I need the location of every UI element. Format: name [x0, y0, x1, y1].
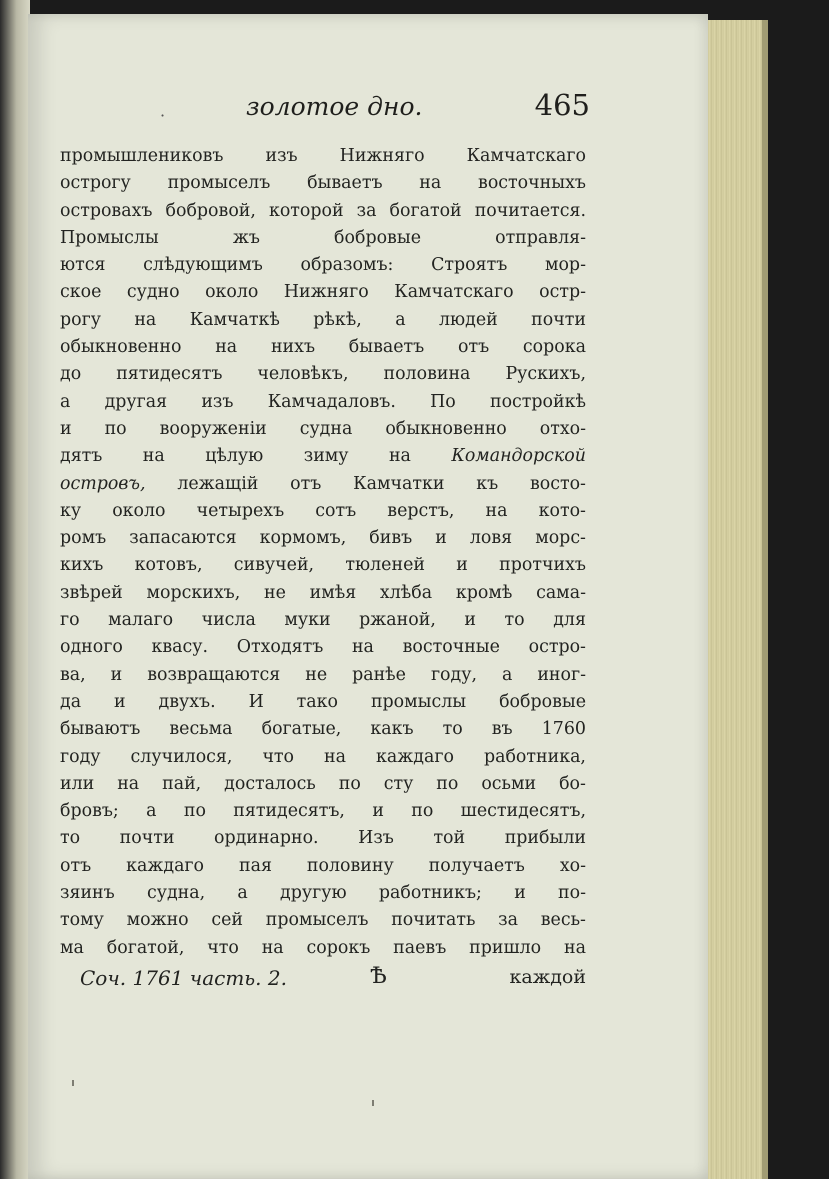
text-line: [60, 471, 586, 498]
text-word: на: [117, 773, 140, 794]
text-word: и: [514, 883, 526, 904]
text-line: [60, 744, 586, 771]
text-word: сивучей,: [233, 555, 315, 576]
text-word: бобровые: [334, 227, 421, 248]
text-word: отхо-: [539, 418, 586, 439]
text-word: сорокъ: [306, 937, 371, 958]
text-word: не: [263, 582, 286, 603]
text-word: промыселъ: [265, 910, 369, 931]
text-word: да: [60, 691, 82, 712]
text-word: по-: [558, 883, 586, 904]
text-word: ва,: [60, 664, 86, 685]
paper-speck: [72, 1080, 74, 1086]
text-line: [60, 143, 586, 170]
text-word: двухъ.: [158, 691, 216, 712]
text-word: почитается.: [474, 200, 586, 221]
text-word: изъ: [265, 146, 298, 166]
text-word: судна: [299, 418, 353, 439]
text-word: кормомъ,: [259, 528, 347, 549]
text-line: [60, 689, 586, 716]
text-word: то: [442, 719, 463, 740]
text-word: Изъ: [358, 828, 394, 849]
text-word: досталось: [224, 773, 316, 794]
text-word: тому: [60, 910, 104, 931]
text-word: цѣлую: [205, 446, 264, 467]
text-word: острогу: [60, 173, 131, 194]
facing-page-edge: [0, 0, 30, 1179]
text-word: по: [104, 418, 127, 439]
text-word: обыкновенно: [60, 337, 182, 358]
text-word: бываетъ: [307, 173, 383, 194]
text-word: на: [563, 937, 586, 958]
text-word: числа: [201, 610, 256, 631]
text-word: для: [553, 610, 586, 631]
running-head-dot: ·: [160, 106, 166, 125]
page-edges: [698, 20, 768, 1179]
signature-line: Соч. 1761 часть. 2.: [80, 966, 287, 990]
text-word: ранѣе: [352, 664, 406, 685]
text-word: судна,: [146, 883, 206, 904]
text-word: малаго: [108, 610, 174, 631]
text-word: на: [215, 337, 238, 358]
text-word: за: [498, 910, 519, 931]
text-word: и: [456, 555, 468, 576]
text-word: шестидесятъ,: [460, 801, 586, 822]
text-word: къ: [476, 473, 499, 494]
text-word: постройкѣ: [489, 391, 586, 412]
text-word: Строятъ: [431, 255, 508, 276]
text-word: а: [146, 801, 157, 822]
text-word: бываютъ: [60, 719, 141, 740]
text-word: пришло: [469, 937, 542, 958]
text-word: бобровой,: [165, 200, 256, 221]
text-word: году,: [430, 664, 477, 685]
text-word: богатой,: [106, 937, 185, 958]
text-word: имѣя: [309, 582, 357, 603]
text-word: остр-: [539, 282, 586, 303]
text-word: работника,: [483, 746, 586, 767]
text-line: [60, 798, 586, 825]
text-word: вооруженіи: [159, 418, 267, 439]
text-word: протчихъ: [499, 555, 586, 576]
text-line: [60, 170, 586, 197]
text-word: по: [436, 773, 459, 794]
text-word: получаетъ: [428, 855, 525, 876]
text-line: [60, 552, 586, 579]
text-word: мор-: [544, 255, 586, 276]
text-word: прибыли: [504, 828, 586, 849]
text-word: кихъ: [60, 555, 104, 576]
text-word: по: [338, 773, 361, 794]
text-word: и: [60, 418, 72, 439]
text-word: возвращаются: [147, 664, 281, 685]
text-word: до: [60, 364, 82, 385]
text-word: дятъ: [60, 446, 103, 467]
text-word: по: [411, 801, 434, 822]
text-word: Рускихъ,: [505, 364, 586, 385]
text-word: восточныхъ: [478, 173, 586, 194]
text-word: ординарно.: [214, 828, 319, 849]
text-word: восточные: [402, 637, 500, 658]
text-word: отъ: [290, 473, 322, 494]
text-word: пай,: [162, 773, 202, 794]
text-word: звѣрей: [60, 582, 123, 603]
text-word: паевъ: [393, 937, 447, 958]
text-word: осьми: [481, 773, 537, 794]
text-word: почти: [531, 309, 586, 330]
text-word: на: [324, 746, 347, 767]
text-word: обыкновенно: [385, 418, 507, 439]
text-word: а: [395, 309, 406, 330]
body-text: [60, 143, 586, 962]
text-word: ржаной,: [359, 610, 436, 631]
text-word: а: [237, 883, 248, 904]
text-word: пятидесятъ,: [233, 801, 345, 822]
text-word: пятидесятъ: [116, 364, 223, 385]
text-word: человѣкъ,: [257, 364, 349, 385]
text-word: Промыслы: [60, 227, 159, 248]
paper-speck: [372, 1100, 374, 1106]
text-word: пая: [239, 855, 272, 876]
text-word: нихъ: [270, 337, 316, 358]
text-word: одного: [60, 637, 123, 658]
text-word: отъ: [60, 855, 92, 876]
text-word: богатые,: [261, 719, 342, 740]
text-word: и: [435, 528, 447, 549]
text-word: бивъ: [369, 528, 413, 549]
text-word: на: [388, 446, 411, 467]
text-line: [60, 225, 586, 252]
text-line: [60, 662, 586, 689]
text-word: хо-: [559, 855, 586, 876]
catchword: каждой: [509, 966, 586, 988]
text-word: иног-: [537, 664, 586, 685]
text-line: [60, 307, 586, 334]
text-word: что: [262, 746, 295, 767]
text-line: [60, 634, 586, 661]
text-word: отправля-: [495, 227, 586, 248]
text-word: ское: [60, 282, 102, 303]
text-word: Камчаткѣ: [189, 309, 280, 330]
text-word: тюленей: [345, 555, 425, 576]
text-word: почти: [119, 828, 175, 849]
text-word: другая: [104, 391, 168, 412]
text-line: [60, 443, 586, 470]
text-word: зиму: [303, 446, 349, 467]
text-word: той: [433, 828, 466, 849]
text-word: рѣкѣ,: [313, 309, 362, 330]
text-word: а: [60, 391, 71, 412]
text-word: которой: [268, 200, 344, 221]
text-line: [60, 334, 586, 361]
text-word: Командорской: [451, 446, 586, 467]
text-word: Отходятъ: [236, 637, 324, 658]
text-word: людей: [438, 309, 498, 330]
text-word: ловя: [469, 528, 513, 549]
text-word: ма: [60, 937, 84, 958]
text-word: весь-: [540, 910, 586, 931]
text-word: восто-: [529, 473, 586, 494]
text-word: за: [356, 200, 377, 221]
text-word: лежащій: [177, 473, 259, 494]
text-word: почитать: [391, 910, 476, 931]
text-word: Камчадаловъ.: [267, 391, 396, 412]
text-word: промышлениковъ: [60, 146, 224, 166]
text-word: островъ,: [60, 473, 146, 494]
text-word: можно: [126, 910, 189, 931]
text-word: а: [501, 664, 513, 685]
text-line: [60, 907, 586, 934]
text-line: [60, 416, 586, 443]
text-word: рогу: [60, 309, 101, 330]
text-word: случилося,: [130, 746, 233, 767]
text-word: на: [142, 446, 165, 467]
text-word: половина: [383, 364, 471, 385]
text-word: каждаго: [376, 746, 454, 767]
text-word: 1760: [541, 719, 586, 740]
text-word: муки: [284, 610, 331, 631]
text-word: промыселъ: [167, 173, 271, 194]
text-word: около: [112, 500, 166, 521]
text-word: по: [183, 801, 206, 822]
text-word: и: [110, 664, 123, 685]
text-line: [60, 607, 586, 634]
text-word: то: [60, 828, 81, 849]
text-word: верстъ,: [387, 500, 455, 521]
text-word: на: [351, 637, 374, 658]
text-word: морс-: [535, 528, 586, 549]
text-word: и: [372, 801, 384, 822]
text-word: на: [261, 937, 284, 958]
text-word: отъ: [458, 337, 490, 358]
text-word: хлѣба: [379, 582, 433, 603]
text-word: слѣдующимъ: [143, 255, 263, 276]
text-word: Камчатскаго: [466, 146, 586, 166]
text-word: что: [207, 937, 239, 958]
text-word: образомъ:: [300, 255, 394, 276]
text-word: морскихъ,: [146, 582, 241, 603]
text-word: около: [205, 282, 259, 303]
text-word: не: [305, 664, 328, 685]
text-word: каждаго: [126, 855, 205, 876]
text-line: [60, 825, 586, 852]
text-word: на: [419, 173, 442, 194]
text-word: остро-: [528, 637, 586, 658]
text-word: въ: [491, 719, 513, 740]
text-line: [60, 771, 586, 798]
text-word: и: [464, 610, 476, 631]
text-word: или: [60, 773, 95, 794]
text-word: кото-: [538, 500, 586, 521]
text-word: году: [60, 746, 101, 767]
text-word: запасаются: [129, 528, 237, 549]
text-line: [60, 880, 586, 907]
text-word: ку: [60, 500, 82, 521]
text-word: Камчатки: [353, 473, 445, 494]
text-word: бо-: [559, 773, 586, 794]
text-word: го: [60, 610, 80, 631]
text-word: бобровые: [499, 691, 586, 712]
text-word: другую: [280, 883, 347, 904]
text-word: Камчатскаго: [394, 282, 514, 303]
text-line: [60, 361, 586, 388]
text-word: бываетъ: [348, 337, 425, 358]
text-word: то: [504, 610, 525, 631]
text-word: островахъ: [60, 200, 153, 221]
text-word: на: [485, 500, 508, 521]
text-word: Нижняго: [283, 282, 369, 303]
text-word: И: [248, 691, 264, 712]
text-word: зяинъ: [60, 883, 115, 904]
text-word: изъ: [201, 391, 234, 412]
text-word: жъ: [232, 227, 260, 248]
text-word: богатой: [389, 200, 462, 221]
running-head-title: золотое дно.: [246, 92, 423, 121]
text-line: [60, 580, 586, 607]
running-head: [60, 88, 590, 132]
text-word: По: [430, 391, 456, 412]
text-word: судно: [126, 282, 180, 303]
text-word: работникъ;: [378, 883, 482, 904]
text-word: сорока: [522, 337, 586, 358]
text-word: бровъ;: [60, 801, 119, 822]
text-word: и: [114, 691, 126, 712]
text-line: [60, 716, 586, 743]
text-word: половину: [306, 855, 394, 876]
text-word: промыслы: [370, 691, 467, 712]
text-line: [60, 252, 586, 279]
text-line: [60, 279, 586, 306]
text-word: какъ: [370, 719, 414, 740]
text-word: на: [134, 309, 157, 330]
text-word: ромъ: [60, 528, 107, 549]
text-line: [60, 198, 586, 225]
page-number: 465: [534, 88, 590, 122]
text-line: [60, 935, 586, 962]
text-word: четырехъ: [196, 500, 285, 521]
text-word: ются: [60, 255, 106, 276]
text-word: Нижняго: [339, 146, 425, 166]
text-word: сама-: [536, 582, 586, 603]
text-line: [60, 525, 586, 552]
text-word: весьма: [169, 719, 233, 740]
signature-mark: Ѣ: [370, 964, 387, 989]
text-line: [60, 853, 586, 880]
text-word: сту: [383, 773, 414, 794]
text-line: [60, 389, 586, 416]
page-footer: [80, 966, 586, 1000]
text-word: квасу.: [151, 637, 209, 658]
text-word: сей: [211, 910, 244, 931]
text-word: сотъ: [315, 500, 357, 521]
text-word: котовъ,: [134, 555, 203, 576]
text-word: кромѣ: [455, 582, 513, 603]
text-word: тако: [296, 691, 339, 712]
text-line: [60, 498, 586, 525]
